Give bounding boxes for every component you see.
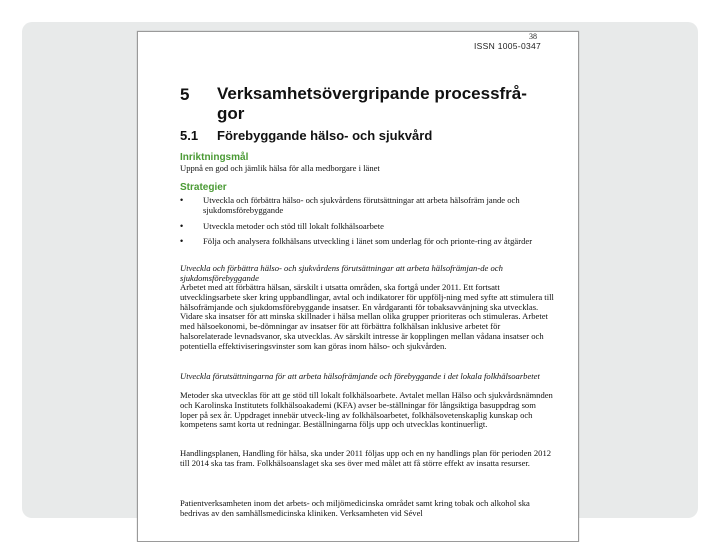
section1-title: Utveckla och förbättra hälso- och sjukvårdens förutsättningar att arbeta hälsofrämjan-de och sjukdomsförebyggande	[180, 263, 503, 283]
inriktningsmal-text: Uppnå en god och jämlik hälsa för alla medborgare i länet	[180, 163, 380, 173]
section-number: 5.1	[180, 128, 199, 143]
strategy-item: Utveckla metoder och stöd till lokalt folkhälsoarbete	[203, 221, 384, 231]
paragraph-patientverksamhet: Patientverksamheten inom det arbets- och miljömedicinska området samt kring tobak och alkohol ska bedrivas av den samhällsmedicinska kliniken. Verksamheten vid Sével	[180, 498, 530, 518]
bullet-icon: •	[180, 195, 184, 205]
section-title: Förebyggande hälso- och sjukvård	[217, 128, 433, 143]
paragraph-handlingsplan: Handlingsplanen, Handling för hälsa, ska under 2011 följas upp och en ny handlings plan för perioden 2012 till 2014 ska tas fram. Folkhälsoanslaget ska ses över med målet att få större effekt av insatta resurser.	[180, 448, 552, 468]
document-page	[137, 31, 579, 542]
page-number: 38	[529, 32, 537, 41]
chapter-title: Verksamhetsövergripande processfrå-gor	[217, 84, 527, 123]
strategier-heading: Strategier	[180, 182, 227, 193]
section1-body: Arbetet med att förbättra hälsan, särskilt i utsatta områden, ska fortgå under 2011. Ett fortsatt utvecklingsarbete sker kring uppbandlingar, avtal och indikatorer för uppfölj-ning med syfte att stimulera till hälsofrämjande och sjukdomsförebyggande insatser. En vårdgaranti för tobaksavvänjning ska utvecklas. Vidare ska insatser för att minska skillnader i hälsa mellan olika grupper prioriteras och stimuleras. Arbetet med hälsoekonomi, be-dömningar av insatser för att förbättra folkhälsan inklusive arbetet för halsorelaterade levnadsvanor, ska utvecklas. Av särskilt intresse är kopplingen mellan vådana insatser och potentiella effektiviseringsvinster som kan göras inom hälso- och sjukvården.	[180, 282, 554, 351]
strategy-item: Utveckla och förbättra hälso- och sjukvårdens förutsättningar att arbeta hälsofräm jande och sjukdomsförebyggande	[203, 195, 520, 215]
bullet-icon: •	[180, 236, 184, 246]
strategy-item: Följa och analysera folkhälsans utveckling i länet som underlag för och prionte-ring av åtgärder	[203, 236, 533, 246]
inriktningsmal-heading: Inriktningsmål	[180, 152, 249, 163]
section2-title: Utveckla förutsättningarna för att arbeta hälsofrämjande och förebyggande i det lokala folkhälsoarbetet	[180, 371, 540, 381]
bullet-icon: •	[180, 221, 184, 231]
section2-body: Metoder ska utvecklas för att ge stöd till lokalt folkhälsoarbete. Avtalet mellan Hälso och sjukvårdsnämnden och Karolinska Institutets folkhälsoakademi (KFA) avser be-ställningar för långsiktiga basuppdrag som loper på sex år. Uppdraget innebär utveck-ling av folkhälsoarbetet, folkhälsovetenskaplig kunskap och kompetens samt korta ut redningar. Beställningarna följs upp och utvecklas kontinuerligt.	[180, 390, 553, 430]
chapter-number: 5	[180, 85, 190, 104]
issn-label: ISSN 1005-0347	[474, 41, 542, 51]
